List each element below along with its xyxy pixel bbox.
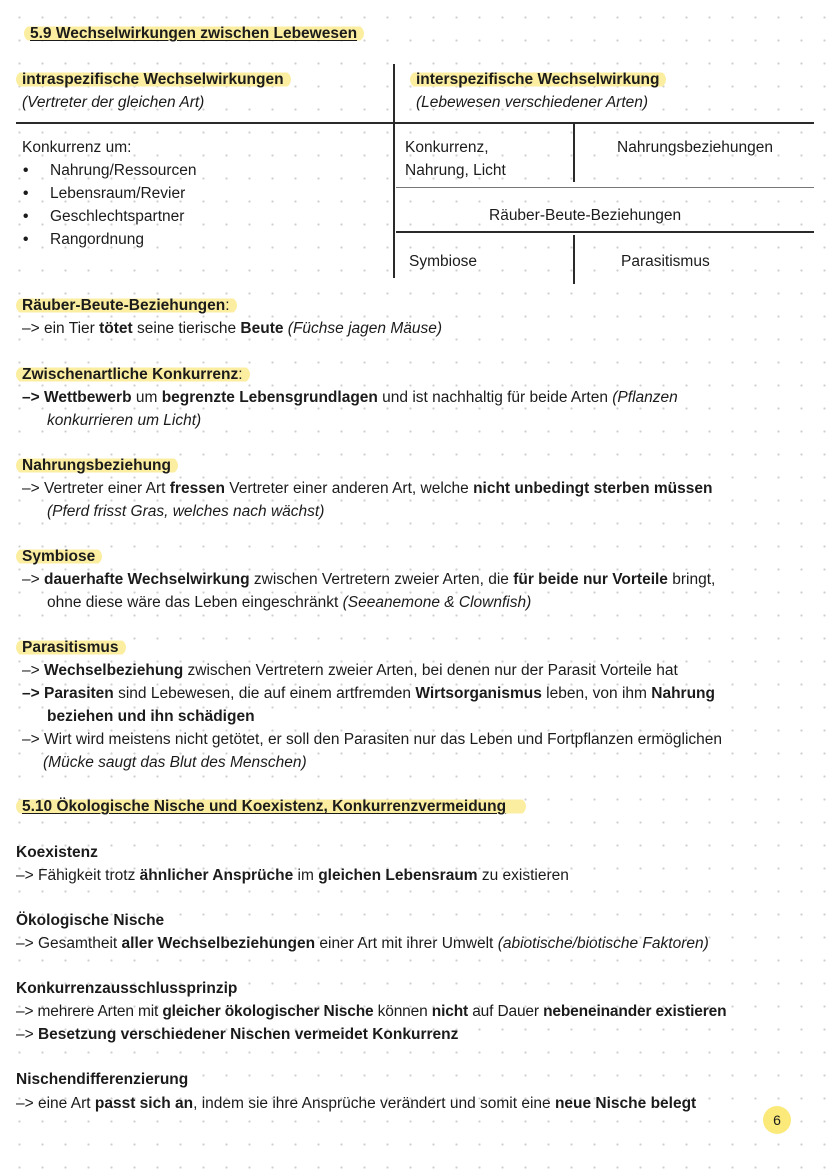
def-line: –> Besetzung verschiedener Nischen vermeidet Konkurrenz [16,1026,459,1043]
table-row-divider-2 [396,231,814,233]
def-line: –> Vertreter einer Art fressen Vertreter einer anderen Art, welche nicht unbedingt sterben müssen [22,480,713,497]
konkurrenz-intro: Konkurrenz um: [22,139,132,156]
cell-symbiose: Symbiose [409,253,478,270]
def-line: –> Wechselbeziehung zwischen Vertretern zweier Arten, bei denen nur der Parasit Vorteile hat [22,662,678,679]
def-line: –> Wirt wird meistens nicht getötet, er soll den Parasiten nur das Leben und Fortpflanzen ermöglichen [22,731,723,748]
def-title: Nischendifferenzierung [16,1071,189,1088]
def-line: konkurrieren um Licht) [47,412,202,429]
bullet-item: • Lebensraum/Revier [50,182,185,205]
bullet-item: • Nahrung/Ressourcen [50,159,196,182]
table-left-subheading: (Vertreter der gleichen Art) [22,94,205,111]
table-center-divider [393,64,395,278]
section-title-5-10: 5.10 Ökologische Nische und Koexistenz, Konkurrenzvermeidung [22,795,526,818]
table-right-heading: interspezifische Wechselwirkung [416,68,666,91]
def-title: Nahrungsbeziehung [22,454,178,477]
def-line: –> dauerhafte Wechselwirkung zwischen Vertretern zweier Arten, die für beide nur Vorteile bringt, [22,571,716,588]
table-right-divider-top [573,124,575,182]
def-title: Konkurrenzausschlussprinzip [16,980,238,997]
def-title: Zwischenartliche Konkurrenz: [22,363,250,386]
cell-konkurrenz-line2: Nahrung, Licht [405,162,506,179]
def-line: –> eine Art passt sich an, indem sie ihre Ansprüche verändert und somit eine neue Nische belegt [16,1095,697,1112]
section-title-5-9: 5.9 Wechselwirkungen zwischen Lebewesen [30,22,364,45]
page-number-badge: 6 [763,1106,791,1134]
def-line: (Pferd frisst Gras, welches nach wächst) [47,503,325,520]
cell-raeuber-beute: Räuber-Beute-Beziehungen [489,207,682,224]
def-title: Symbiose [22,545,102,568]
def-title: Räuber-Beute-Beziehungen: [22,294,237,317]
def-line: –> Parasiten sind Lebewesen, die auf einem artfremden Wirtsorganismus leben, von ihm Nahrung [22,685,715,702]
def-line: –> Wettbewerb um begrenzte Lebensgrundlagen und ist nachhaltig für beide Arten (Pflanzen [22,389,678,406]
def-line: –> mehrere Arten mit gleicher ökologischer Nische können nicht auf Dauer nebeneinander existieren [16,1003,727,1020]
table-left-heading: intraspezifische Wechselwirkungen [22,68,291,91]
def-line: –> Fähigkeit trotz ähnlicher Ansprüche im gleichen Lebensraum zu existieren [16,867,569,884]
bullet-item: • Rangordnung [50,228,144,251]
def-line: beziehen und ihn schädigen [47,708,255,725]
def-title: Ökologische Nische [16,912,165,929]
def-line: –> Gesamtheit aller Wechselbeziehungen einer Art mit ihrer Umwelt (abiotische/biotische Faktoren) [16,935,709,952]
table-header-divider [16,122,814,124]
def-line: ohne diese wäre das Leben eingeschränkt (Seeanemone & Clownfish) [47,594,532,611]
cell-konkurrenz-line1: Konkurrenz, [405,139,489,156]
table-row-divider-1 [396,187,814,188]
def-line: (Mücke saugt das Blut des Menschen) [43,754,307,771]
def-line: –> ein Tier tötet seine tierische Beute (Füchse jagen Mäuse) [22,320,443,337]
table-right-subheading: (Lebewesen verschiedener Arten) [416,94,649,111]
table-right-divider-bottom [573,235,575,284]
bullet-item: • Geschlechtspartner [50,205,184,228]
cell-parasitismus: Parasitismus [621,253,710,270]
def-title: Parasitismus [22,636,126,659]
cell-nahrungsbeziehungen: Nahrungsbeziehungen [617,139,773,156]
def-title: Koexistenz [16,844,98,861]
